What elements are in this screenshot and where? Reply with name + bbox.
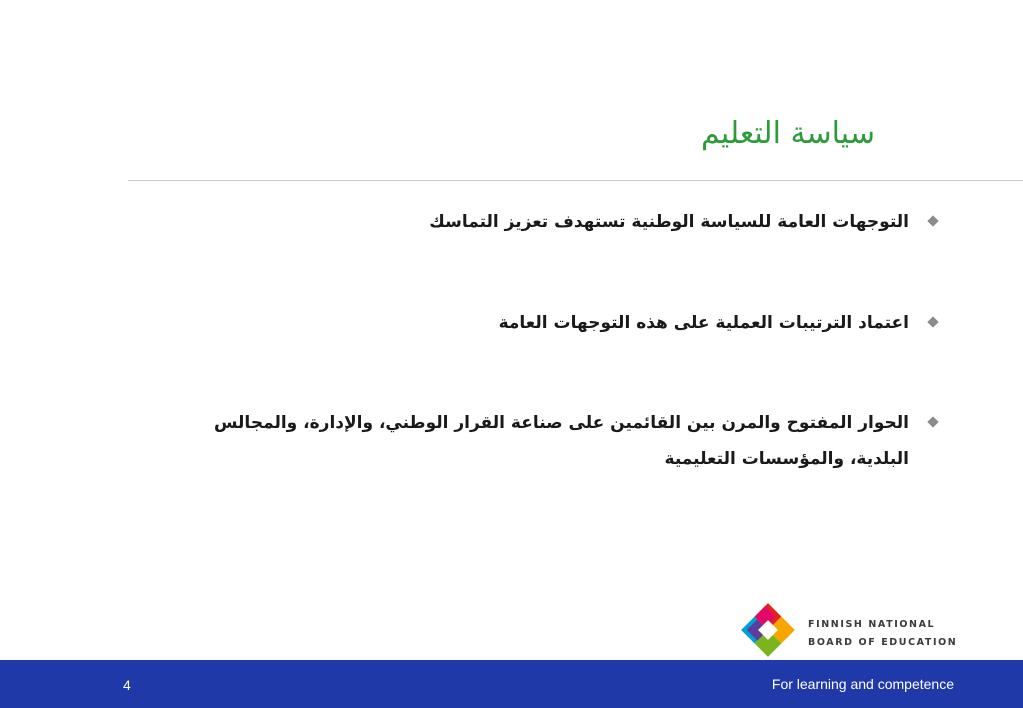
footer-bar [0, 660, 1023, 708]
page-number: 4 [123, 677, 131, 693]
bullet-text: التوجهات العامة للسياسة الوطنية تستهدف تعزيز التماسك [429, 212, 909, 232]
fnbe-logo [740, 602, 960, 660]
diamond-bullet-icon [927, 215, 938, 226]
fnbe-diamond-logo-icon [740, 602, 796, 658]
footer-tagline: For learning and competence [771, 676, 954, 692]
diamond-bullet-icon [927, 416, 938, 427]
logo-wordmark [808, 616, 957, 652]
bullet-text: الحوار المفتوح والمرن بين القائمين على صناعة القرار الوطني، والإدارة، والمجالس البلدية، والمؤسسات التعليمية [214, 413, 909, 469]
diamond-bullet-icon [927, 316, 938, 327]
bullet-text: اعتماد الترتيبات العملية على هذه التوجهات العامة [498, 313, 909, 333]
bullet-item [157, 204, 937, 240]
bullet-item [157, 405, 937, 477]
slide-title: سياسة التعليم [700, 116, 875, 151]
logo-text-line1: FINNISH NATIONAL [808, 619, 936, 630]
logo-text-line2: BOARD OF EDUCATION [808, 637, 958, 648]
bullet-item [157, 305, 937, 341]
title-divider [128, 180, 1023, 181]
